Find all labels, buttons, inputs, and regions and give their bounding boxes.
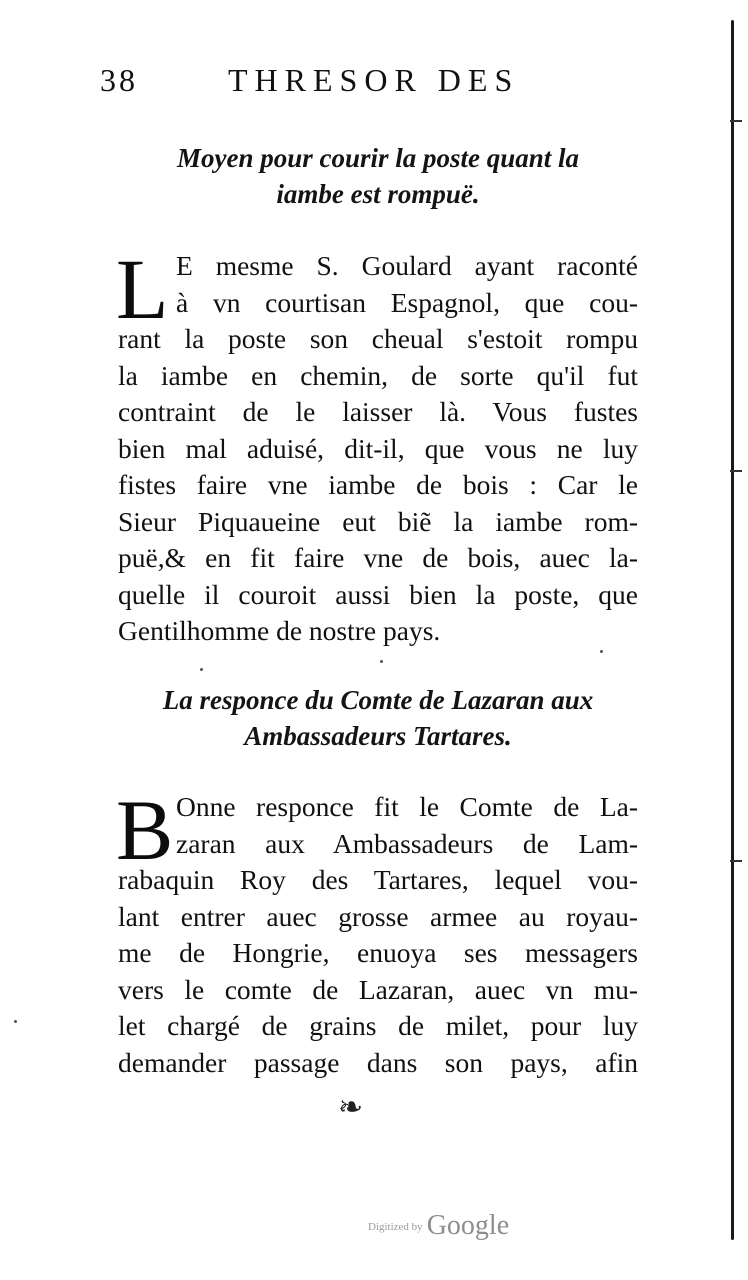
watermark-prefix: Digitized by — [368, 1221, 423, 1233]
text-line: lant entrer auec grosse armee au royau- — [118, 900, 638, 932]
text-line: Gentilhomme de nostre pays. — [118, 615, 441, 646]
heading-line: iambe est rompuë. — [276, 179, 480, 209]
text-line: me de Hongrie, enuoya ses messagers — [118, 937, 638, 968]
watermark-brand: Google — [426, 1210, 510, 1241]
heading-line: Moyen pour courir la poste quant la — [176, 143, 580, 173]
text-line: zaran aux Ambassadeurs de Lam- — [176, 827, 638, 859]
running-head — [100, 62, 560, 102]
text-line: rant la poste son cheual s'estoit rompu — [118, 323, 638, 354]
text-line: rabaquin Roy des Tartares, lequel vou- — [118, 864, 638, 895]
paragraph-1 — [116, 241, 638, 650]
scan-speck — [200, 668, 203, 671]
text-line: Sieur Piquaueine eut biẽ la iambe rom- — [118, 505, 638, 537]
catchword-ornament: ❧ — [338, 1090, 364, 1125]
paragraph-2 — [116, 782, 638, 1081]
section-heading-2 — [118, 682, 638, 754]
running-title: THRESOR DES — [228, 62, 520, 98]
text-line: contraint de le laisser là. Vous fustes — [118, 396, 638, 427]
edge-mark — [730, 470, 742, 472]
edge-mark — [730, 860, 742, 862]
text-line: let chargé de grains de milet, pour luy — [118, 1010, 638, 1041]
drop-cap-2: B — [116, 782, 174, 878]
page-edge-shadow — [731, 20, 734, 1240]
heading-line: Ambassadeurs Tartares. — [244, 721, 512, 751]
text-line: E mesme S. Goulard ayant raconté — [176, 250, 638, 281]
digitizer-watermark — [368, 1210, 509, 1250]
text-line: demander passage dans son pays, afin — [118, 1046, 638, 1078]
heading-line: La responce du Comte de Lazaran aux — [162, 685, 594, 715]
text-line: Onne responce fit le Comte de La- — [176, 791, 638, 822]
scan-speck — [600, 650, 603, 653]
section-heading-1 — [118, 140, 638, 212]
text-line: fistes faire vne iambe de bois : Car le — [118, 469, 638, 500]
drop-cap-1: L — [116, 241, 169, 337]
scan-speck — [14, 1020, 17, 1023]
text-line: puë,& en fit faire vne de bois, auec la- — [118, 542, 638, 573]
text-line: quelle il couroit aussi bien la poste, que — [118, 578, 638, 610]
scan-speck — [380, 660, 383, 663]
text-line: vers le comte de Lazaran, auec vn mu- — [118, 973, 638, 1005]
text-line: bien mal aduisé, dit-il, que vous ne luy — [118, 432, 638, 464]
edge-mark — [730, 120, 742, 122]
text-line: la iambe en chemin, de sorte qu'il fut — [118, 359, 638, 391]
page-number: 38 — [100, 62, 138, 98]
text-line: à vn courtisan Espagnol, que cou- — [176, 286, 638, 318]
